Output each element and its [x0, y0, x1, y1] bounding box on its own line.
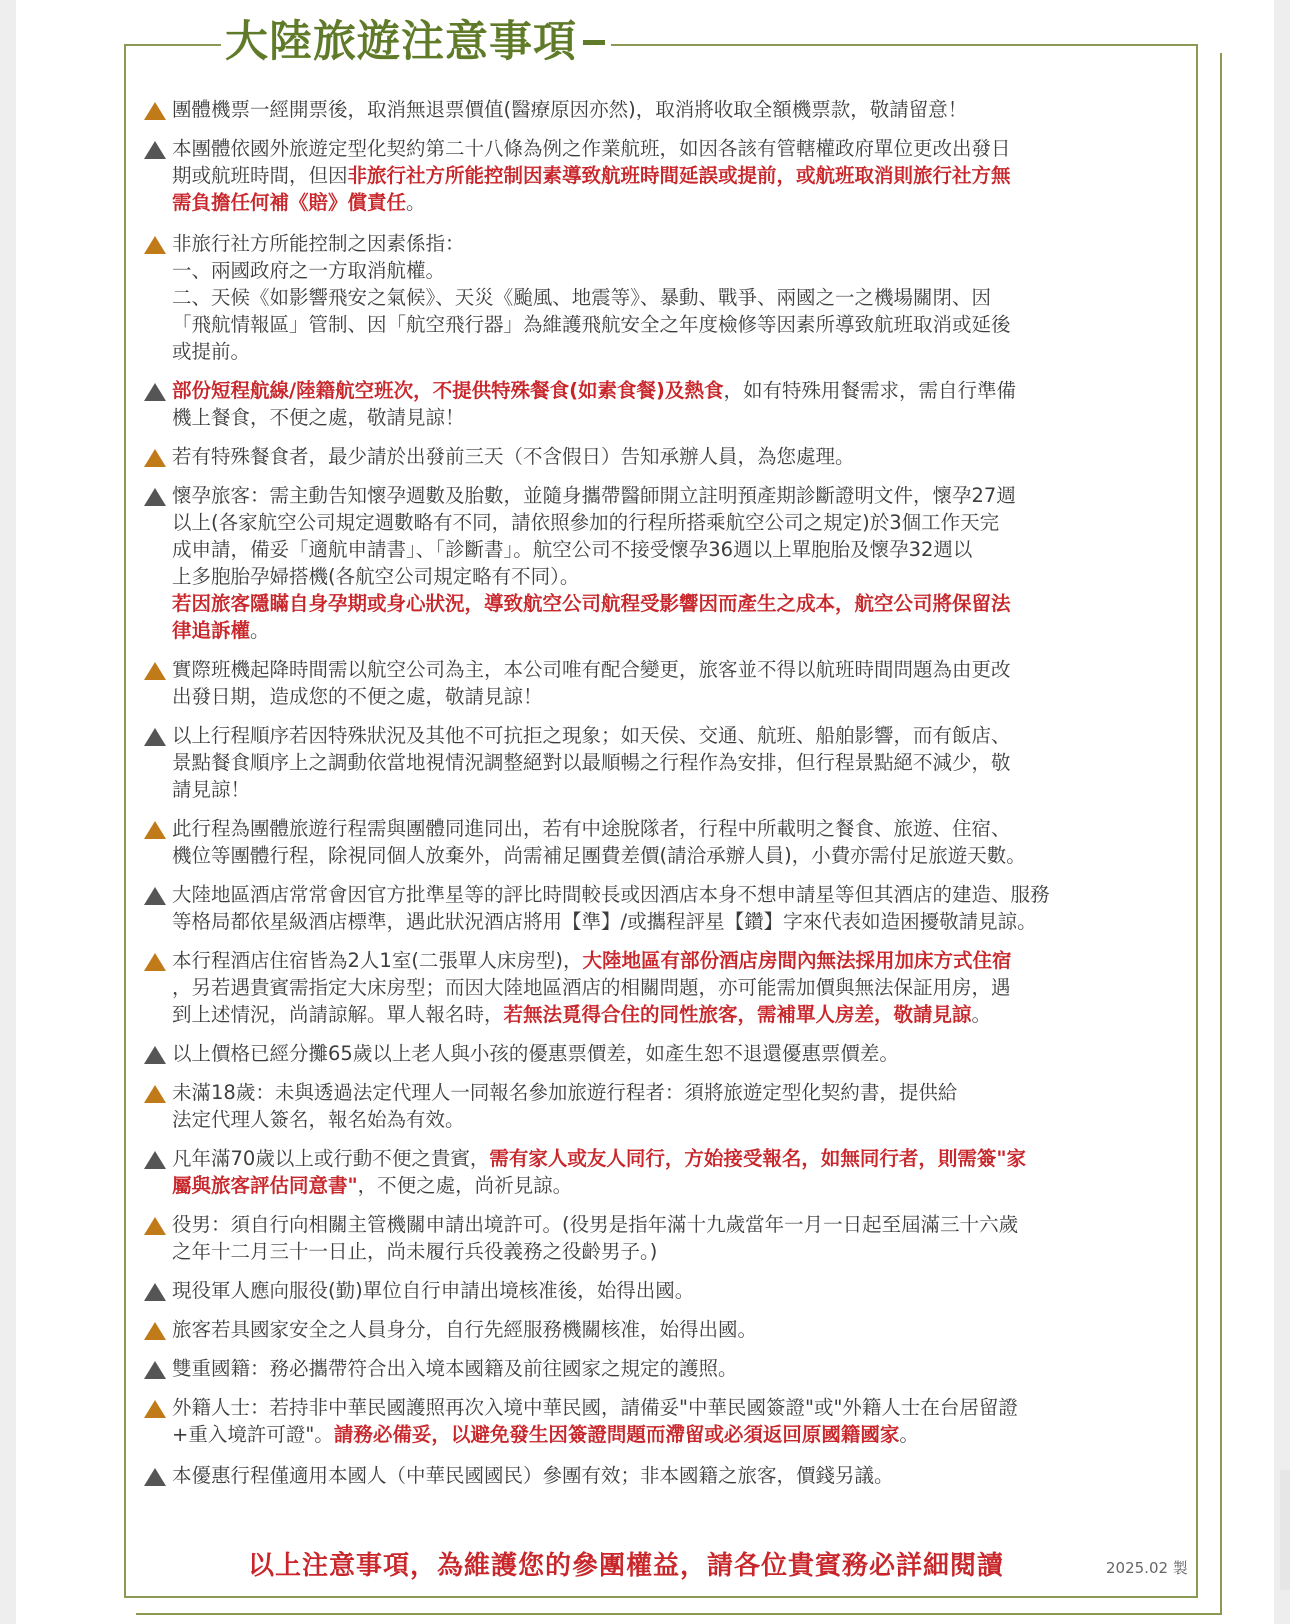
body-text: ，如有特殊用餐需求，需自行準備 [723, 379, 1016, 402]
body-text: 或提前。 [172, 340, 251, 363]
body-text: ，另若遇貴賓需指定大床房型；而因大陸地區酒店的相關問題，亦可能需加價與無法保証用房，遇 [172, 976, 1011, 999]
notice-line [172, 536, 1182, 563]
warning-triangle-icon [142, 96, 172, 123]
body-text: 非旅行社方所能控制之因素係指： [172, 232, 465, 255]
body-text: 外籍人士：若持非中華民國護照再次入境中華民國，請備妥"中華民國簽證"或"外籍人士在台居留證 [172, 1396, 1018, 1419]
notice-item [142, 1316, 1182, 1343]
notice-item [142, 722, 1182, 803]
body-text: 懷孕旅客：需主動告知懷孕週數及胎數，並隨身攜帶醫師開立註明預產期診斷證明文件，懷孕27週 [172, 484, 1016, 507]
footer-note: 以上注意事項，為維護您的參團權益，請各位貴賓務必詳細閱讀 [248, 1551, 1005, 1581]
notice-line [172, 189, 1182, 216]
body-text: 本優惠行程僅適用本國人（中華民國國民）參團有效；非本國籍之旅客，價錢另議。 [172, 1464, 894, 1487]
warning-triangle-icon [142, 1462, 172, 1489]
notice-line [172, 404, 1182, 431]
body-text: 未滿18歲：未與透過法定代理人一同報名參加旅遊行程者：須將旅遊定型化契約書，提供給 [172, 1081, 958, 1104]
notice-line [172, 722, 1182, 749]
notice-line [172, 338, 1182, 365]
warning-triangle-icon [142, 947, 172, 974]
notice-line [172, 908, 1182, 935]
warning-triangle-icon [142, 1394, 172, 1421]
notice-item [142, 815, 1182, 869]
warning-triangle-icon [142, 1040, 172, 1067]
notice-line [172, 1355, 1182, 1382]
notice-line [172, 284, 1182, 311]
notice-line [172, 974, 1182, 1001]
notice-line [172, 1040, 1182, 1067]
warning-triangle-icon [142, 482, 172, 509]
highlight-text: 非旅行社方所能控制因素導致航班時間延誤或提前，或航班取消則旅行社方無 [347, 164, 1011, 187]
notice-item [142, 947, 1182, 1028]
notice-text [172, 1079, 1182, 1133]
notice-line [172, 842, 1182, 869]
notice-line [172, 257, 1182, 284]
notice-line [172, 1172, 1182, 1199]
warning-triangle-icon [142, 1355, 172, 1382]
body-text: 期或航班時間，但因 [172, 164, 348, 187]
warning-triangle-icon [142, 230, 172, 257]
body-text: 二、天候《如影響飛安之氣候》、天災《颱風、地震等》、暴動、戰爭、兩國之一之機場關閉、因 [172, 286, 992, 309]
warning-triangle-icon [142, 722, 172, 749]
notice-text [172, 96, 1182, 123]
warning-triangle-icon [142, 1145, 172, 1172]
notice-line [172, 590, 1182, 617]
notice-item [142, 230, 1182, 365]
body-text: 成申請，備妥「適航申請書」、「診斷書」。航空公司不接受懷孕36週以上單胞胎及懷孕32週以 [172, 538, 973, 561]
notice-item [142, 443, 1182, 470]
highlight-text: 若無法覓得合住的同性旅客，需補單人房差，敬請見諒 [503, 1003, 972, 1026]
body-text: 役男：須自行向相關主管機關申請出境許可。(役男是指年滿十九歲當年一月一日起至屆滿三十六歲 [172, 1213, 1019, 1236]
warning-triangle-icon [142, 1316, 172, 1343]
notice-line [172, 563, 1182, 590]
notice-text [172, 881, 1182, 935]
notice-line [172, 311, 1182, 338]
notice-line [172, 815, 1182, 842]
notice-text [172, 1145, 1182, 1199]
body-text: 等格局都依星級酒店標準，遇此狀況酒店將用【準】/或攜程評星【鑽】字來代表如造困擾敬請見諒。 [172, 910, 1037, 933]
body-text: 本行程酒店住宿皆為2人1室(二張單人床房型)， [172, 949, 583, 972]
notice-text [172, 135, 1182, 216]
notice-line [172, 749, 1182, 776]
notice-text [172, 1277, 1182, 1304]
highlight-text: 大陸地區有部份酒店房間內無法採用加床方式住宿 [582, 949, 1012, 972]
notice-line [172, 1394, 1182, 1421]
notice-line [172, 1277, 1182, 1304]
notice-item [142, 1079, 1182, 1133]
notice-item [142, 1462, 1182, 1489]
warning-triangle-icon [142, 1079, 172, 1106]
body-text: 上多胞胎孕婦搭機(各航空公司規定略有不同）。 [172, 565, 580, 588]
body-text: 本團體依國外旅遊定型化契約第二十八條為例之作業航班，如因各該有管轄權政府單位更改出發日 [172, 137, 1011, 160]
notice-line [172, 617, 1182, 644]
highlight-text: 律追訴權 [172, 619, 251, 642]
body-text: 「飛航情報區」管制、因「航空飛行器」為維護飛航安全之年度檢修等因素所導致航班取消或延後 [172, 313, 1011, 336]
notice-line [172, 1145, 1182, 1172]
highlight-text: 部份短程航線/陸籍航空班次，不提供特殊餐食(如素食餐)及熱食 [172, 379, 724, 402]
notice-text [172, 656, 1182, 710]
highlight-text: 請務必備妥，以避免發生因簽證問題而滯留或必須返回原國籍國家 [333, 1423, 900, 1446]
notice-line [172, 96, 1182, 123]
body-text: 若有特殊餐食者，最少請於出發前三天（不含假日）告知承辦人員，為您處理。 [172, 445, 855, 468]
highlight-text: 若因旅客隱瞞自身孕期或身心狀況，導致航空公司航程受影響因而產生之成本，航空公司將保留法 [172, 592, 1011, 615]
title-banner [221, 12, 611, 72]
highlight-text: 屬與旅客評估同意書" [172, 1174, 358, 1197]
notice-text [172, 1211, 1182, 1265]
notice-line [172, 1001, 1182, 1028]
body-text: 法定代理人簽名，報名始為有效。 [172, 1108, 465, 1131]
warning-triangle-icon [142, 881, 172, 908]
notice-line [172, 1462, 1182, 1489]
warning-triangle-icon [142, 1277, 172, 1304]
body-text: 機位等團體行程，除視同個人放棄外，尚需補足團費差價(請洽承辦人員)，小費亦需付足旅遊天數。 [172, 844, 1026, 867]
notice-line [172, 162, 1182, 189]
notice-line [172, 656, 1182, 683]
notice-text [172, 230, 1182, 365]
notice-text [172, 1316, 1182, 1343]
title-dash [583, 40, 605, 45]
notice-line [172, 1106, 1182, 1133]
notice-text [172, 722, 1182, 803]
notice-line [172, 1079, 1182, 1106]
body-text: 請見諒！ [172, 778, 251, 801]
body-text: 以上價格已經分攤65歲以上老人與小孩的優惠票價差，如產生恕不退還優惠票價差。 [172, 1042, 899, 1065]
notice-text [172, 443, 1182, 470]
notice-item [142, 1277, 1182, 1304]
body-text: 。 [250, 619, 270, 642]
highlight-text: 需有家人或友人同行，方始接受報名，如無同行者，則需簽"家 [489, 1147, 1026, 1170]
notice-line [172, 1238, 1182, 1265]
notice-text [172, 815, 1182, 869]
notice-line [172, 482, 1182, 509]
document-page [16, 0, 1274, 1624]
notice-line [172, 1421, 1182, 1448]
notice-item [142, 1355, 1182, 1382]
body-text: 旅客若具國家安全之人員身分，自行先經服務機關核准，始得出國。 [172, 1318, 758, 1341]
body-text: 一、兩國政府之一方取消航權。 [172, 259, 446, 282]
body-text: 機上餐食，不便之處，敬請見諒！ [172, 406, 465, 429]
notice-text [172, 1355, 1182, 1382]
body-text: 。 [406, 191, 426, 214]
notice-item [142, 135, 1182, 216]
notice-item [142, 1040, 1182, 1067]
body-text: 。 [899, 1423, 919, 1446]
notice-line [172, 1316, 1182, 1343]
notice-line [172, 377, 1182, 404]
notice-line [172, 881, 1182, 908]
notice-item [142, 377, 1182, 431]
body-text: 之年十二月三十一日止，尚未履行兵役義務之役齡男子。) [172, 1240, 658, 1263]
issue-date: 2025.02 製 [1106, 1559, 1188, 1577]
body-text: +重入境許可證"。 [172, 1423, 334, 1446]
body-text: 團體機票一經開票後，取消無退票價值(醫療原因亦然)，取消將收取全額機票款，敬請留意！ [172, 98, 968, 121]
body-text: 大陸地區酒店常常會因官方批準星等的評比時間較長或因酒店本身不想申請星等但其酒店的建造、服務 [172, 883, 1050, 906]
notice-text [172, 1462, 1182, 1489]
body-text: 現役軍人應向服役(勤)單位自行申請出境核准後，始得出國。 [172, 1279, 695, 1302]
body-text: 以上(各家航空公司規定週數略有不同，請依照參加的行程所搭乘航空公司之規定)於3個工作天完 [172, 511, 1000, 534]
notice-line [172, 509, 1182, 536]
notice-text [172, 947, 1182, 1028]
notice-text [172, 1394, 1182, 1448]
body-text: 以上行程順序若因特殊狀況及其他不可抗拒之現象；如天侯、交通、航班、船舶影響，而有飯店、 [172, 724, 1011, 747]
warning-triangle-icon [142, 135, 172, 162]
notice-line [172, 683, 1182, 710]
body-text: 此行程為團體旅遊行程需與團體同進同出，若有中途脫隊者，行程中所載明之餐食、旅遊、住宿、 [172, 817, 1011, 840]
notice-item [142, 482, 1182, 644]
body-text: 出發日期，造成您的不便之處，敬請見諒！ [172, 685, 543, 708]
notice-text [172, 1040, 1182, 1067]
notice-line [172, 776, 1182, 803]
notice-item [142, 656, 1182, 710]
notice-text [172, 377, 1182, 431]
warning-triangle-icon [142, 443, 172, 470]
warning-triangle-icon [142, 815, 172, 842]
body-text: 景點餐食順序上之調動依當地視情況調整絕對以最順暢之行程作為安排，但行程景點絕不減少，敬 [172, 751, 1011, 774]
body-text: ，不便之處，尚祈見諒。 [357, 1174, 573, 1197]
notice-line [172, 230, 1182, 257]
body-text: 。 [971, 1003, 992, 1026]
notice-item [142, 96, 1182, 123]
highlight-text: 需負擔任何補《賠》償責任 [172, 191, 407, 214]
page-title: 大陸旅遊注意事項 [225, 17, 577, 67]
body-text: 實際班機起降時間需以航空公司為主，本公司唯有配合變更，旅客並不得以航班時間問題為由更改 [172, 658, 1011, 681]
notice-item [142, 881, 1182, 935]
notice-list [142, 84, 1182, 1489]
scrollbar-track[interactable] [1280, 1470, 1290, 1590]
notice-text [172, 482, 1182, 644]
notice-line [172, 947, 1182, 974]
warning-triangle-icon [142, 656, 172, 683]
notice-item [142, 1145, 1182, 1199]
warning-triangle-icon [142, 377, 172, 404]
body-text: 到上述情況，尚請諒解。單人報名時， [172, 1003, 504, 1026]
notice-line [172, 443, 1182, 470]
notice-line [172, 135, 1182, 162]
warning-triangle-icon [142, 1211, 172, 1238]
notice-item [142, 1394, 1182, 1448]
notice-line [172, 1211, 1182, 1238]
body-text: 凡年滿70歲以上或行動不便之貴賓， [172, 1147, 490, 1170]
notice-item [142, 1211, 1182, 1265]
body-text: 雙重國籍：務必攜帶符合出入境本國籍及前往國家之規定的護照。 [172, 1357, 738, 1380]
